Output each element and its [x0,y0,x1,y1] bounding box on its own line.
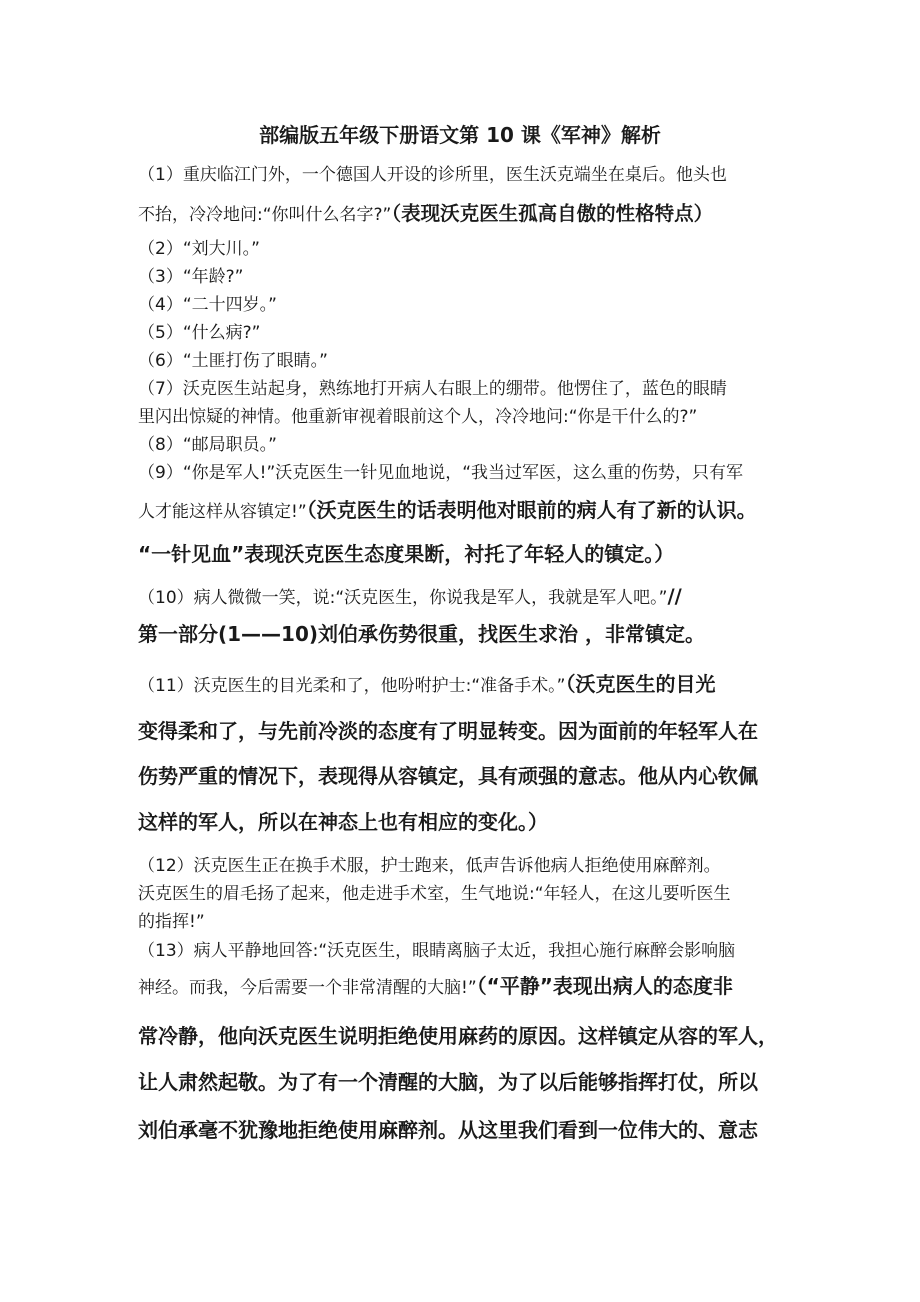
line-text: （1）重庆临江门外，一个德国人开设的诊所里，医生沃克端坐在桌后。他头也 [138,165,727,185]
line-text: （7）沃克医生站起身，熟练地打开病人右眼上的绷带。他愣住了，蓝色的眼睛 [138,379,727,399]
line-text: （11）沃克医生的目光柔和了，他吩咐护士:“准备手术。” [138,676,566,696]
line-text: 的指挥!” [138,912,205,932]
line-text: （13）病人平静地回答:“沃克医生，眼睛离脑子太近，我担心施行麻醉会影响脑 [138,941,736,961]
text-line [138,713,788,751]
annotation-text: （沃克医生的目光 [565,672,716,696]
annotation-text: 常冷静，他向沃克医生说明拒绝使用麻药的原因。这样镇定从容的军人， [138,1024,778,1048]
text-line [138,405,788,429]
annotation-text: 变得柔和了，与先前冷淡的态度有了明显转变。因为面前的年轻军人在 [138,719,758,743]
text-line [138,377,788,401]
annotation-text: 刘伯承毫不犹豫地拒绝使用麻醉剂。从这里我们看到一位伟大的、意志 [138,1118,758,1142]
line-text: 不抬，冷冷地问:“你叫什么名字?” [138,205,392,225]
text-line [138,538,788,572]
section-summary [138,618,788,652]
line-text: 人才能这样从容镇定!” [138,502,307,522]
text-line [138,349,788,373]
line-text: （3）“年龄?” [138,267,244,287]
line-text: （4）“二十四岁。” [138,295,277,315]
text-line [138,237,788,261]
text-line [138,1018,788,1056]
line-text: （5）“什么病?” [138,323,261,343]
text-line [138,968,788,1006]
text-line [138,1064,788,1102]
line-text: （6）“土匪打伤了眼睛。” [138,351,328,371]
text-line [138,321,788,345]
line-text: （2）“刘大川。” [138,239,260,259]
line-text: （8）“邮局职员。” [138,435,277,455]
text-line [138,200,788,229]
text-line [138,758,788,796]
text-line [138,433,788,457]
text-line [138,265,788,289]
annotation-text: （“平静”表现出病人的态度非 [476,974,733,998]
text-line [138,938,788,964]
document-title: 部编版五年级下册语文第 10 课《军神》解析 [259,123,661,147]
annotation-text: 让人肃然起敬。为了有一个清醒的大脑，为了以后能够指挥打仗，所以 [138,1070,758,1094]
text-line [138,293,788,317]
text-line [138,1112,788,1150]
line-text: 沃克医生的眉毛扬了起来，他走进手术室，生气地说:“年轻人，在这儿要听医生 [138,884,731,904]
text-line [138,162,788,188]
line-text: 神经。而我，今后需要一个非常清醒的大脑!” [138,978,477,998]
text-line [138,461,788,485]
text-line [138,910,788,934]
text-line [138,804,788,842]
text-line [138,668,788,702]
section-summary-text: 第一部分(1——10)刘伯承伤势很重，找医生求治 ，非常镇定。 [138,622,705,646]
text-line [138,854,788,878]
annotation-text: // [667,585,682,608]
line-text: （10）病人微微一笑，说:“沃克医生，你说我是军人，我就是军人吧。” [138,588,668,608]
annotation-text: （表现沃克医生孤高自傲的性格特点） [391,202,714,225]
text-line [138,495,788,527]
text-line [138,584,788,611]
line-text: （9）“你是军人!”沃克医生一针见血地说，“我当过军医，这么重的伤势，只有军 [138,463,744,483]
annotation-text: 伤势严重的情况下，表现得从容镇定，具有顽强的意志。他从内心钦佩 [138,764,758,788]
text-line [138,882,788,906]
annotation-text: （沃克医生的话表明他对眼前的病人有了新的认识。 [306,498,757,522]
annotation-text: “一针见血”表现沃克医生态度果断，衬托了年轻人的镇定。） [138,542,675,566]
line-text: 里闪出惊疑的神情。他重新审视着眼前这个人，冷冷地问:“你是干什么的?” [138,407,698,427]
line-text: （12）沃克医生正在换手术服，护士跑来，低声告诉他病人拒绝使用麻醉剂。 [138,856,721,876]
annotation-text: 这样的军人，所以在神态上也有相应的变化。） [138,810,548,834]
